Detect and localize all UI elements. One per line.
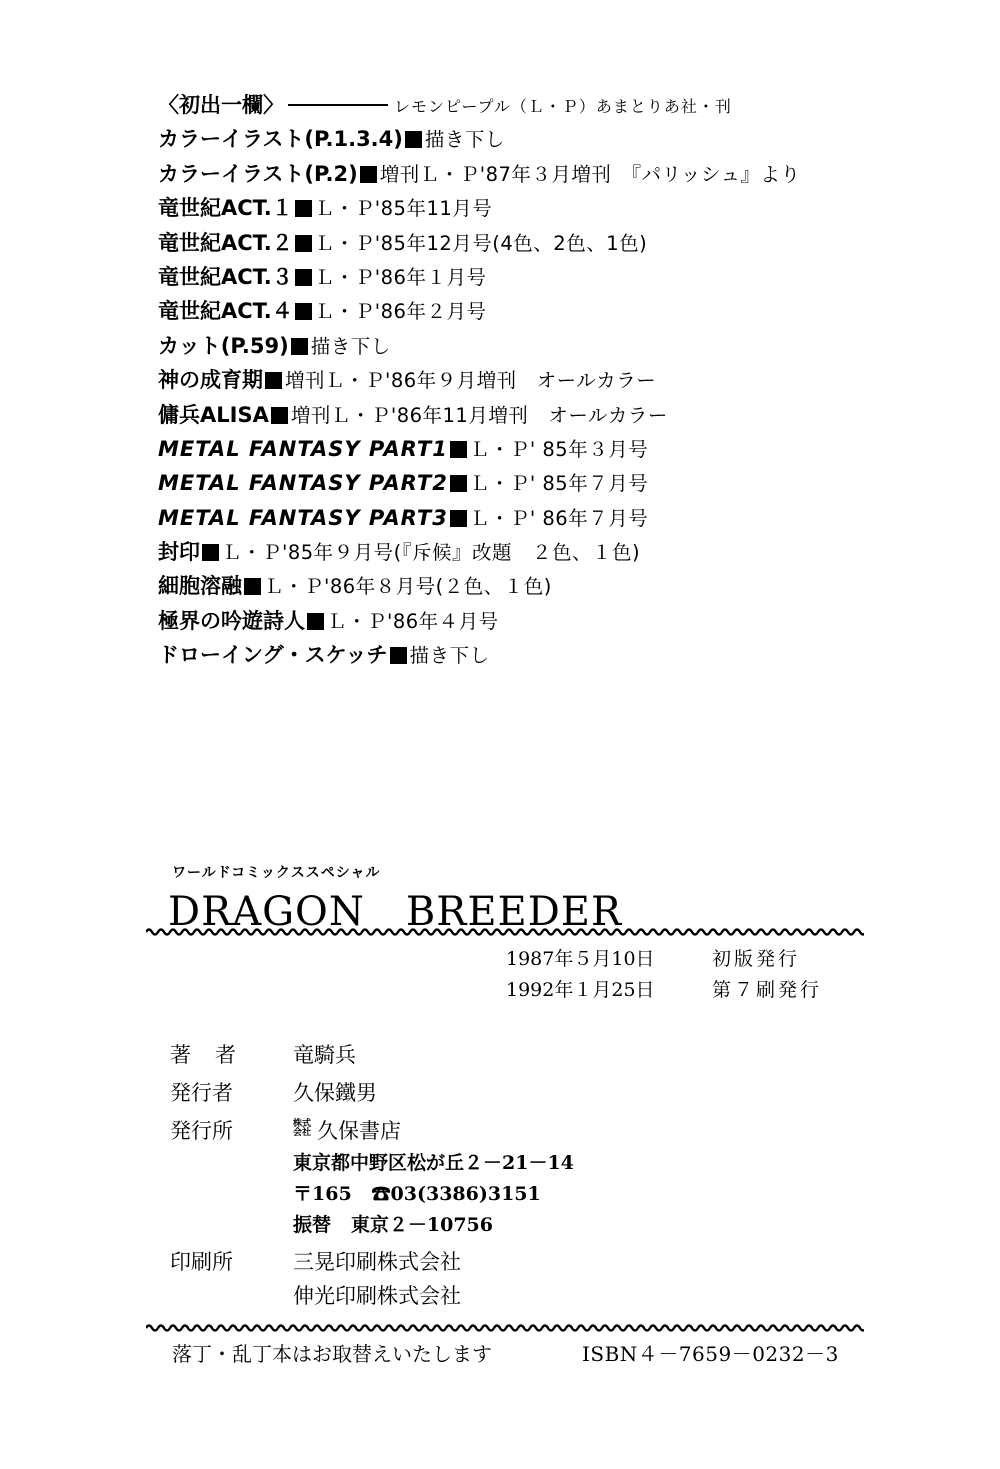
publisher-address: 東京都中野区松が丘２－21－14 bbox=[293, 1152, 574, 1174]
transfer-account: 東京２－10756 bbox=[350, 1214, 493, 1236]
source-title: 竜世紀ACT.４ bbox=[158, 299, 293, 324]
author-name: 竜騎兵 bbox=[293, 1043, 356, 1067]
black-square-bullet bbox=[295, 235, 312, 252]
current-printing-label: 第７刷発行 bbox=[712, 979, 823, 1001]
printer-name-1: 三晃印刷株式会社 bbox=[293, 1250, 461, 1274]
black-square-bullet bbox=[295, 200, 312, 217]
source-item bbox=[158, 122, 878, 156]
source-item bbox=[158, 604, 878, 638]
source-detail: Ｌ・Ｐ'86年８月号(２色、１色) bbox=[264, 575, 552, 599]
source-item bbox=[158, 569, 878, 603]
source-title: 封印 bbox=[158, 540, 200, 565]
black-square-bullet bbox=[390, 647, 407, 664]
source-title: 極界の吟遊詩人 bbox=[158, 608, 305, 633]
source-item bbox=[158, 294, 878, 328]
current-printing-row bbox=[506, 975, 822, 1006]
source-title: カラーイラスト(P.2) bbox=[158, 161, 358, 186]
black-square-bullet bbox=[360, 166, 377, 183]
source-item bbox=[158, 535, 878, 569]
publisher-name-wrap bbox=[293, 1114, 401, 1148]
black-square-bullet bbox=[202, 544, 219, 561]
series-name: ワールドコミックススペシャル bbox=[172, 865, 381, 881]
black-square-bullet bbox=[295, 269, 312, 286]
source-title: 竜世紀ACT.１ bbox=[158, 196, 293, 221]
source-item bbox=[158, 638, 878, 672]
black-square-bullet bbox=[450, 475, 467, 492]
publisher-label: 発行所 bbox=[170, 1119, 233, 1143]
source-detail: Ｌ・Ｐ' 85年３月号 bbox=[469, 437, 649, 461]
source-item bbox=[158, 398, 878, 432]
bottom-wave-rule bbox=[146, 1322, 864, 1334]
publisher-person-name: 久保鐵男 bbox=[293, 1081, 377, 1105]
source-item bbox=[158, 329, 878, 363]
postal-phone-wrap bbox=[293, 1179, 541, 1210]
black-square-bullet bbox=[450, 441, 467, 458]
source-title: カット(P.59) bbox=[158, 333, 289, 358]
phone-number: 03(3386)3151 bbox=[390, 1183, 541, 1205]
source-title: ドローイング・スケッチ bbox=[158, 643, 388, 668]
source-item bbox=[158, 191, 878, 225]
source-title: METAL FANTASY PART3 bbox=[158, 505, 448, 530]
author-label: 著者 bbox=[170, 1043, 260, 1067]
source-item bbox=[158, 501, 878, 535]
black-square-bullet bbox=[405, 131, 422, 148]
source-title: カラーイラスト(P.1.3.4) bbox=[158, 127, 403, 152]
source-detail: Ｌ・Ｐ'86年２月号 bbox=[314, 300, 487, 324]
source-title: 細胞溶融 bbox=[158, 574, 242, 599]
first-appearance-list bbox=[158, 88, 878, 673]
source-item bbox=[158, 466, 878, 500]
kabushiki-top: 株式 bbox=[293, 1119, 312, 1129]
source-detail: Ｌ・Ｐ' 85年７月号 bbox=[469, 472, 649, 496]
source-detail: Ｌ・Ｐ'85年11月号 bbox=[314, 197, 493, 221]
source-detail: 増刊Ｌ・Ｐ'86年９月増刊 オールカラー bbox=[285, 369, 657, 393]
source-detail: 描き下し bbox=[310, 334, 391, 358]
transfer-wrap bbox=[293, 1210, 493, 1241]
first-appearance-publisher: レモンピープル（Ｌ・Ｐ）あまとりあ社・刊 bbox=[394, 97, 732, 116]
source-detail: 増刊Ｌ・Ｐ'87年３月増刊 『パリッシュ』より bbox=[379, 162, 801, 186]
header-dash bbox=[288, 104, 388, 106]
black-square-bullet bbox=[450, 510, 467, 527]
black-square-bullet bbox=[295, 303, 312, 320]
printer-name-2: 伸光印刷株式会社 bbox=[293, 1284, 461, 1308]
first-edition-row bbox=[506, 944, 822, 975]
source-title: 傭兵ALISA bbox=[158, 402, 269, 427]
top-wave-rule bbox=[146, 926, 864, 938]
source-title: 神の成育期 bbox=[158, 368, 263, 393]
source-item bbox=[158, 363, 878, 397]
black-square-bullet bbox=[265, 372, 282, 389]
black-square-bullet bbox=[307, 613, 324, 630]
source-title: 竜世紀ACT.３ bbox=[158, 264, 293, 289]
current-printing-date: 1992年１月25日 bbox=[506, 979, 655, 1001]
edition-dates bbox=[506, 944, 822, 1006]
publisher-person-label: 発行者 bbox=[170, 1081, 233, 1105]
black-square-bullet bbox=[244, 578, 261, 595]
first-appearance-label: 〈初出一欄〉 bbox=[158, 93, 284, 117]
kabushiki-kaisha-mark bbox=[293, 1120, 317, 1138]
first-edition-label: 初版発行 bbox=[712, 948, 801, 970]
source-item bbox=[158, 226, 878, 260]
first-edition-date: 1987年５月10日 bbox=[506, 948, 655, 970]
postal-code: 〒165 bbox=[293, 1183, 352, 1205]
source-detail: 描き下し bbox=[409, 644, 490, 668]
source-title: 竜世紀ACT.２ bbox=[158, 230, 293, 255]
kabushiki-bottom: 会社 bbox=[293, 1128, 312, 1138]
source-detail: Ｌ・Ｐ'86年４月号 bbox=[327, 609, 499, 633]
isbn-number: ISBN４－7659－0232－3 bbox=[582, 1342, 839, 1366]
source-detail: Ｌ・Ｐ'85年12月号(4色、2色、1色) bbox=[314, 231, 648, 255]
source-detail: Ｌ・Ｐ'86年１月号 bbox=[314, 265, 487, 289]
source-items bbox=[158, 122, 878, 672]
replacement-note: 落丁・乱丁本はお取替えいたします bbox=[172, 1342, 492, 1366]
source-item bbox=[158, 432, 878, 466]
source-detail: 描き下し bbox=[424, 128, 505, 152]
source-item bbox=[158, 157, 878, 191]
printer-label: 印刷所 bbox=[170, 1250, 233, 1274]
source-detail: 増刊Ｌ・Ｐ'86年11月増刊 オールカラー bbox=[290, 403, 668, 427]
black-square-bullet bbox=[291, 338, 308, 355]
source-title: METAL FANTASY PART2 bbox=[158, 471, 448, 496]
source-title: METAL FANTASY PART1 bbox=[158, 436, 448, 461]
source-detail: Ｌ・Ｐ' 86年７月号 bbox=[469, 506, 649, 530]
source-item bbox=[158, 260, 878, 294]
first-appearance-header bbox=[158, 88, 878, 122]
publisher-name: 久保書店 bbox=[317, 1119, 401, 1143]
phone-icon: ☎ bbox=[371, 1183, 391, 1205]
book-title: DRAGON BREEDER bbox=[168, 889, 623, 935]
source-detail: Ｌ・Ｐ'85年９月号(『斥候』改題 ２色、１色) bbox=[222, 541, 641, 565]
black-square-bullet bbox=[271, 407, 288, 424]
transfer-label: 振替 bbox=[293, 1214, 332, 1236]
